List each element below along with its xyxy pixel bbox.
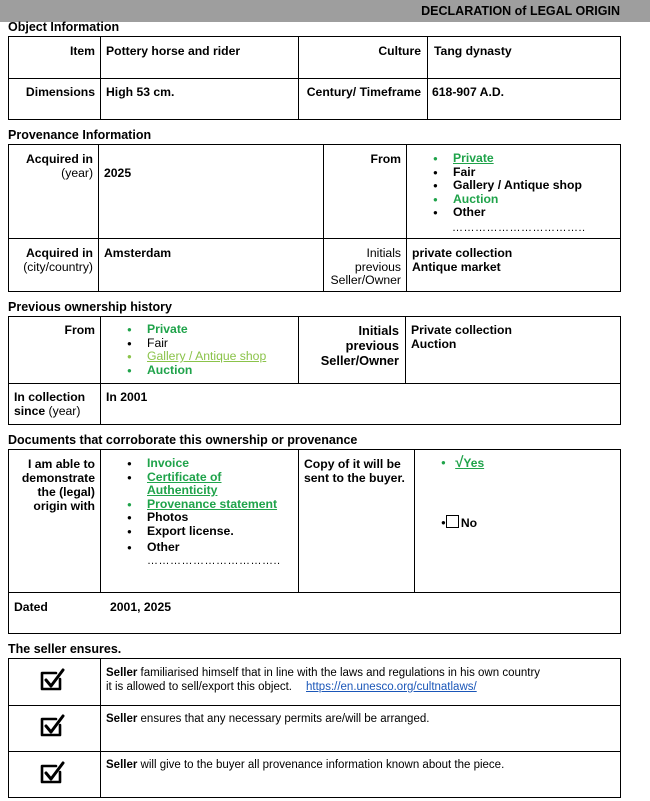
documents-other-dots: ……………………………..	[147, 555, 281, 567]
seller-statement-1: Seller familiarised himself that in line with the laws and regulations in his own country	[106, 667, 541, 679]
collection-since-sublabel: since (year)	[14, 404, 81, 418]
history-table	[8, 316, 621, 425]
document-certificate-cont: Authenticity	[147, 483, 218, 498]
checkbox-checked-icon	[39, 668, 65, 692]
checkbox-checked-icon	[39, 714, 65, 738]
section-object-information: Object Information	[8, 20, 120, 34]
checkmark-icon: √	[455, 454, 464, 471]
collection-since-label: In collection	[14, 390, 86, 404]
checkbox-checked-icon	[39, 761, 65, 785]
seller-statement-2: Seller ensures that any necessary permits are/will be arranged.	[106, 713, 430, 725]
acquired-year-label: Acquired in	[25, 152, 93, 166]
acquired-year-value: 2025	[104, 166, 132, 180]
able-label-2: demonstrate	[21, 471, 95, 485]
history-initials-sublabel-previous: previous	[345, 338, 399, 353]
document-certificate: ● Certificate of	[125, 471, 277, 485]
provenance-table	[8, 144, 621, 292]
history-option-fair: ● Fair	[125, 337, 266, 351]
able-label-3: the (legal)	[37, 485, 95, 499]
from-option-gallery: ● Gallery / Antique shop	[431, 179, 582, 193]
initials-label: Initials	[366, 246, 401, 260]
document-provenance-statement: ● Provenance statement	[125, 498, 277, 512]
no-option: ● No	[441, 516, 478, 530]
history-initials-sublabel-seller: Seller/Owner	[320, 353, 399, 368]
document-export-license: ● Export license.	[125, 525, 277, 539]
acquired-place-label: Acquired in	[25, 246, 93, 260]
copy-text-2: sent to the buyer.	[304, 471, 405, 485]
from-options-list	[431, 152, 582, 220]
unesco-link[interactable]: https://en.unesco.org/cultnatlaws/	[306, 681, 477, 693]
initials-value-2: Antique market	[412, 260, 501, 274]
initials-sublabel-seller: Seller/Owner	[330, 273, 401, 287]
checkbox-icon	[446, 515, 459, 528]
seller-statement-1-cont: it is allowed to sell/export this object. https://en.unesco.org/cultnatlaws/	[106, 681, 477, 693]
acquired-year-sublabel: (year)	[61, 166, 93, 180]
from-option-auction: ● Auction	[431, 193, 582, 207]
history-from-options-list	[125, 323, 266, 377]
section-provenance-information: Provenance Information	[8, 128, 152, 142]
no-label: No	[460, 516, 478, 530]
document-title: DECLARATION of LEGAL ORIGIN	[421, 4, 620, 18]
dimensions-value: High 53 cm.	[106, 85, 175, 99]
history-initials-label: Initials	[358, 323, 399, 338]
seller-table	[8, 658, 621, 798]
acquired-place-value: Amsterdam	[104, 246, 172, 260]
item-label: Item	[69, 44, 95, 58]
document-photos: ● Photos	[125, 511, 277, 525]
history-option-private: ● Private	[125, 323, 266, 337]
yes-label: Yes	[463, 456, 485, 470]
initials-value-1: private collection	[412, 246, 513, 260]
yes-option: ● √Yes	[441, 454, 485, 471]
from-option-fair: ● Fair	[431, 166, 582, 180]
dated-label: Dated	[14, 600, 48, 614]
document-other: ● Other	[125, 541, 277, 555]
acquired-place-sublabel: (city/country)	[23, 260, 93, 274]
history-option-auction: ● Auction	[125, 364, 266, 378]
item-value: Pottery horse and rider	[106, 44, 241, 58]
document-invoice: ● Invoice	[125, 457, 277, 471]
section-seller-ensures: The seller ensures.	[8, 642, 122, 656]
object-table	[8, 36, 621, 120]
from-option-other: ● Other	[431, 206, 582, 220]
header-bar	[0, 0, 650, 22]
history-option-gallery: ● Gallery / Antique shop	[125, 350, 266, 364]
documents-list	[125, 457, 277, 554]
collection-since-value: In 2001	[106, 390, 148, 404]
century-label: Century/ Timeframe	[306, 85, 421, 99]
history-initials-value-1: Private collection	[411, 323, 512, 337]
copy-text-1: Copy of it will be	[304, 457, 401, 471]
able-label-4: origin with	[33, 499, 95, 513]
section-documents: Documents that corroborate this ownership or provenance	[8, 433, 358, 447]
culture-value: Tang dynasty	[434, 44, 512, 58]
dated-value: 2001, 2025	[110, 600, 171, 614]
able-label-1: I am able to	[27, 457, 95, 471]
history-initials-value-2: Auction	[411, 337, 457, 351]
from-option-private: ● Private	[431, 152, 582, 166]
culture-label: Culture	[378, 44, 421, 58]
from-other-dots: ……………………………..	[452, 222, 586, 234]
dimensions-label: Dimensions	[25, 85, 95, 99]
seller-statement-3: Seller will give to the buyer all provenance information known about the piece.	[106, 759, 505, 771]
initials-sublabel-previous: previous	[354, 260, 401, 274]
documents-table	[8, 449, 621, 634]
history-from-label: From	[64, 323, 95, 337]
century-value: 618-907 A.D.	[432, 85, 505, 99]
section-ownership-history: Previous ownership history	[8, 300, 172, 314]
from-label: From	[370, 152, 401, 166]
